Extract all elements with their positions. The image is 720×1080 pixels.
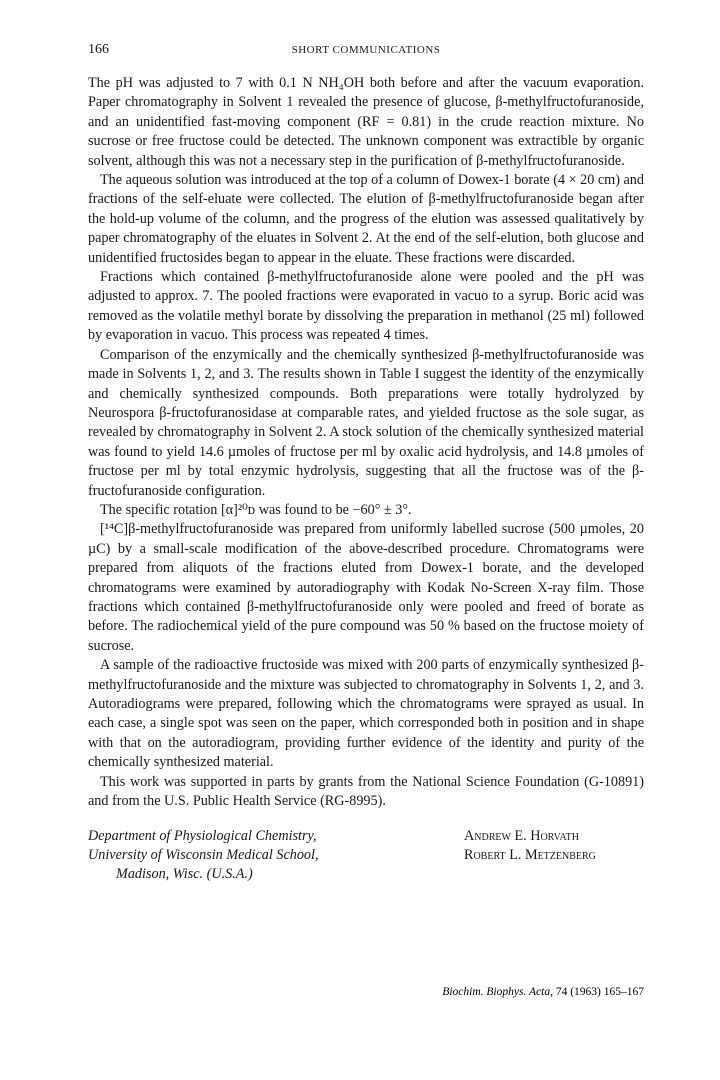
author-name: Robert L. Metzenberg (464, 847, 596, 864)
page-header (88, 40, 644, 62)
affiliation-line: University of Wisconsin Medical School, (88, 847, 319, 864)
paragraph-column-elution: The aqueous solution was introduced at the top of a column of Dowex-1 borate (4 × 20 cm) and fractions of the self-eluate were collected. The elution of β-methylfructofuranoside began after the hold-up volume of the column, and the progress of the elution was assessed qualitatively by paper chromatography of the eluates in Solvent 2. At the end of the self-elution, both glucose and unidentified fructosides began to appear in the eluate. These fractions were discarded. (88, 172, 644, 266)
paragraph-pooled-fractions: Fractions which contained β-methylfructofuranoside alone were pooled and the pH was adjusted to approx. 7. The pooled fractions were evaporated in vacuo to a syrup. Boric acid was removed as the volatile methyl borate by dissolving the preparation in methanol (25 ml) followed by evaporation in vacuo. This process was repeated 4 times. (88, 269, 644, 344)
affiliation-line: Madison, Wisc. (U.S.A.) (116, 866, 253, 883)
page (88, 40, 644, 891)
paragraph-specific-rotation: The specific rotation [α]²⁰ᴅ was found to be −60° ± 3°. (100, 501, 412, 518)
paragraph-comparison: Comparison of the enzymically and the chemically synthesized β-methylfructofuranoside was made in Solvents 1, 2, and 3. The results shown in Table I suggest the identity of the enzymically and chemically synthesized compounds. Both preparations were totally hydrolyzed by Neurospora β-fructofuranosidase at comparable rates, and yielded fructose as the sole sugar, as revealed by chromatography in Solvent 2. A stock solution of the chemically synthesized material was found to yield 14.6 µmoles of fructose per ml by oxalic acid hydrolysis, and 14.8 µmoles of fructose per ml by total enzymic hydrolysis, suggesting that all the fructose was of the β-fructofuranoside configuration. (88, 346, 644, 499)
paragraph-ph-adjustment: The pH was adjusted to 7 with 0.1 N NH₄OH both before and after the vacuum evaporation. Paper chromatography in Solvent 1 revealed the presence of glucose, β-methylfructofuranoside, and an unidentified fast-moving component (RF = 0.81) in the crude reaction mixture. No sucrose or free fructose could be detected. The unknown component was extractible by organic solvent, although this was not a necessary step in the purification of β-methylfructofuranoside. (88, 75, 644, 169)
page-number: 166 (88, 42, 109, 57)
affiliation (88, 827, 319, 884)
authors (464, 827, 644, 865)
signature-block (88, 827, 644, 891)
journal-citation (442, 986, 644, 998)
affiliation-line: Department of Physiological Chemistry, (88, 828, 317, 845)
running-head: SHORT COMMUNICATIONS (291, 44, 441, 56)
paragraph-radiolabelled-prep: [¹⁴C]β-methylfructofuranoside was prepared from uniformly labelled sucrose (500 µmoles, 20 µC) by a small-scale modification of the above-described procedure. Chromatograms were prepared from aliquots of the fractions eluted from Dowex-1 borate, and the developed chromatograms were examined by autoradiography with Kodak No-Screen X-ray film. Those fractions which contained β-methylfructofuranoside only were pooled and freed of borate as before. The radiochemical yield of the pure compound was 50 % based on the fructose moiety of sucrose. (88, 521, 644, 654)
paragraph-radioactive-sample: A sample of the radioactive fructoside was mixed with 200 parts of enzymically synthesized β-methylfructofuranoside and the mixture was subjected to chromatography in Solvents 1, 2, and 3. Autoradiograms were prepared, following which the chromatograms were sprayed as usual. In each case, a single spot was seen on the paper, which corresponded both in position and in shape with that on the autoradiogram, providing further evidence of the identity and purity of the chemically synthesized material. (88, 657, 644, 771)
author-name: Andrew E. Horvath (464, 828, 579, 845)
paragraph-acknowledgement: This work was supported in parts by grants from the National Science Foundation (G-10891) and from the U.S. Public Health Service (RG-8995). (88, 773, 644, 810)
journal-details: 74 (1963) 165–167 (555, 986, 644, 998)
journal-name: Biochim. Biophys. Acta, (442, 986, 553, 998)
